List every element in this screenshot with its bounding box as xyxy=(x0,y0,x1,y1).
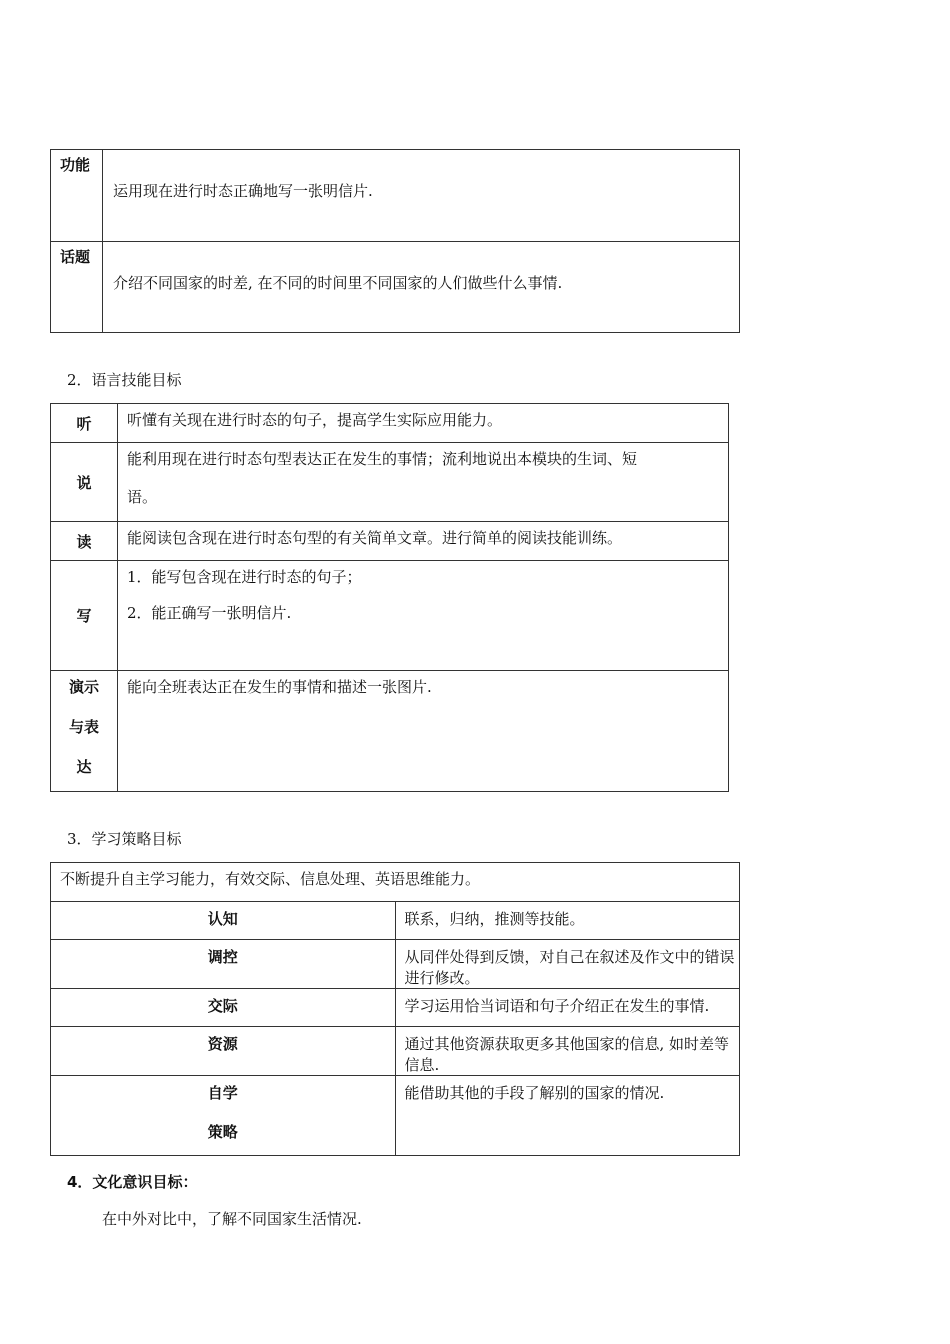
function-text: 运用现在进行时态正确地写一张明信片. xyxy=(113,182,373,200)
table-row xyxy=(51,863,740,902)
label-present-3: 达 xyxy=(76,758,92,776)
write-line-1: 1．能写包含现在进行时态的句子； xyxy=(127,568,362,586)
label-present-1: 演示 xyxy=(68,678,99,696)
table-row xyxy=(51,242,740,333)
section-2-heading: 2．语言技能目标 xyxy=(67,371,182,389)
table-row xyxy=(51,1076,740,1156)
label-read: 读 xyxy=(51,522,118,561)
strategy-intro: 不断提升自主学习能力，有效交际、信息处理、英语思维能力。 xyxy=(51,863,740,902)
label-control: 调控 xyxy=(51,940,396,989)
topic-text: 介绍不同国家的时差, 在不同的时间里不同国家的人们做些什么事情. xyxy=(113,274,563,292)
function-topic-table xyxy=(50,149,740,333)
label-self-study-2: 策略 xyxy=(207,1123,238,1141)
control-text: 从同伴处得到反馈，对自己在叙述及作文中的错误进行修改。 xyxy=(395,940,740,989)
table-row xyxy=(51,671,729,792)
section-4-text: 在中外对比中，了解不同国家生活情况. xyxy=(102,1210,362,1228)
label-topic: 话题 xyxy=(51,242,103,333)
cell-topic xyxy=(103,242,740,333)
label-function: 功能 xyxy=(51,150,103,242)
language-skills-table xyxy=(50,403,729,792)
table-row xyxy=(51,1027,740,1076)
table-row xyxy=(51,443,729,522)
learning-strategy-table xyxy=(50,862,740,1156)
label-present-2: 与表 xyxy=(68,718,99,736)
speak-line-1: 能利用现在进行时态句型表达正在发生的事情；流利地说出本模块的生词、短 xyxy=(127,450,638,468)
label-resources: 资源 xyxy=(51,1027,396,1076)
present-text: 能向全班表达正在发生的事情和描述一张图片. xyxy=(118,671,729,792)
section-3-heading: 3．学习策略目标 xyxy=(67,830,182,848)
cell-speak xyxy=(118,443,729,522)
table-row xyxy=(51,561,729,671)
communication-text: 学习运用恰当词语和句子介绍正在发生的事情. xyxy=(395,989,740,1027)
table-row xyxy=(51,404,729,443)
table-row xyxy=(51,989,740,1027)
label-self-study-1: 自学 xyxy=(207,1084,238,1102)
speak-line-2: 语。 xyxy=(127,488,158,506)
table-row xyxy=(51,940,740,989)
label-listen: 听 xyxy=(51,404,118,443)
resources-text: 通过其他资源获取更多其他国家的信息, 如时差等信息. xyxy=(395,1027,740,1076)
write-line-2: 2．能正确写一张明信片. xyxy=(127,604,292,622)
label-speak: 说 xyxy=(51,443,118,522)
listen-text: 听懂有关现在进行时态的句子，提高学生实际应用能力。 xyxy=(118,404,729,443)
label-write: 写 xyxy=(51,561,118,671)
label-cognition: 认知 xyxy=(51,902,396,940)
table-row xyxy=(51,150,740,242)
table-row xyxy=(51,902,740,940)
label-present xyxy=(51,671,118,792)
table-row xyxy=(51,522,729,561)
label-communication: 交际 xyxy=(51,989,396,1027)
cell-function xyxy=(103,150,740,242)
cognition-text: 联系，归纳，推测等技能。 xyxy=(395,902,740,940)
label-self-study xyxy=(51,1076,396,1156)
self-study-text: 能借助其他的手段了解别的国家的情况. xyxy=(395,1076,740,1156)
section-4-heading: 4．文化意识目标： xyxy=(67,1173,198,1191)
read-text: 能阅读包含现在进行时态句型的有关简单文章。进行简单的阅读技能训练。 xyxy=(118,522,729,561)
cell-write xyxy=(118,561,729,671)
